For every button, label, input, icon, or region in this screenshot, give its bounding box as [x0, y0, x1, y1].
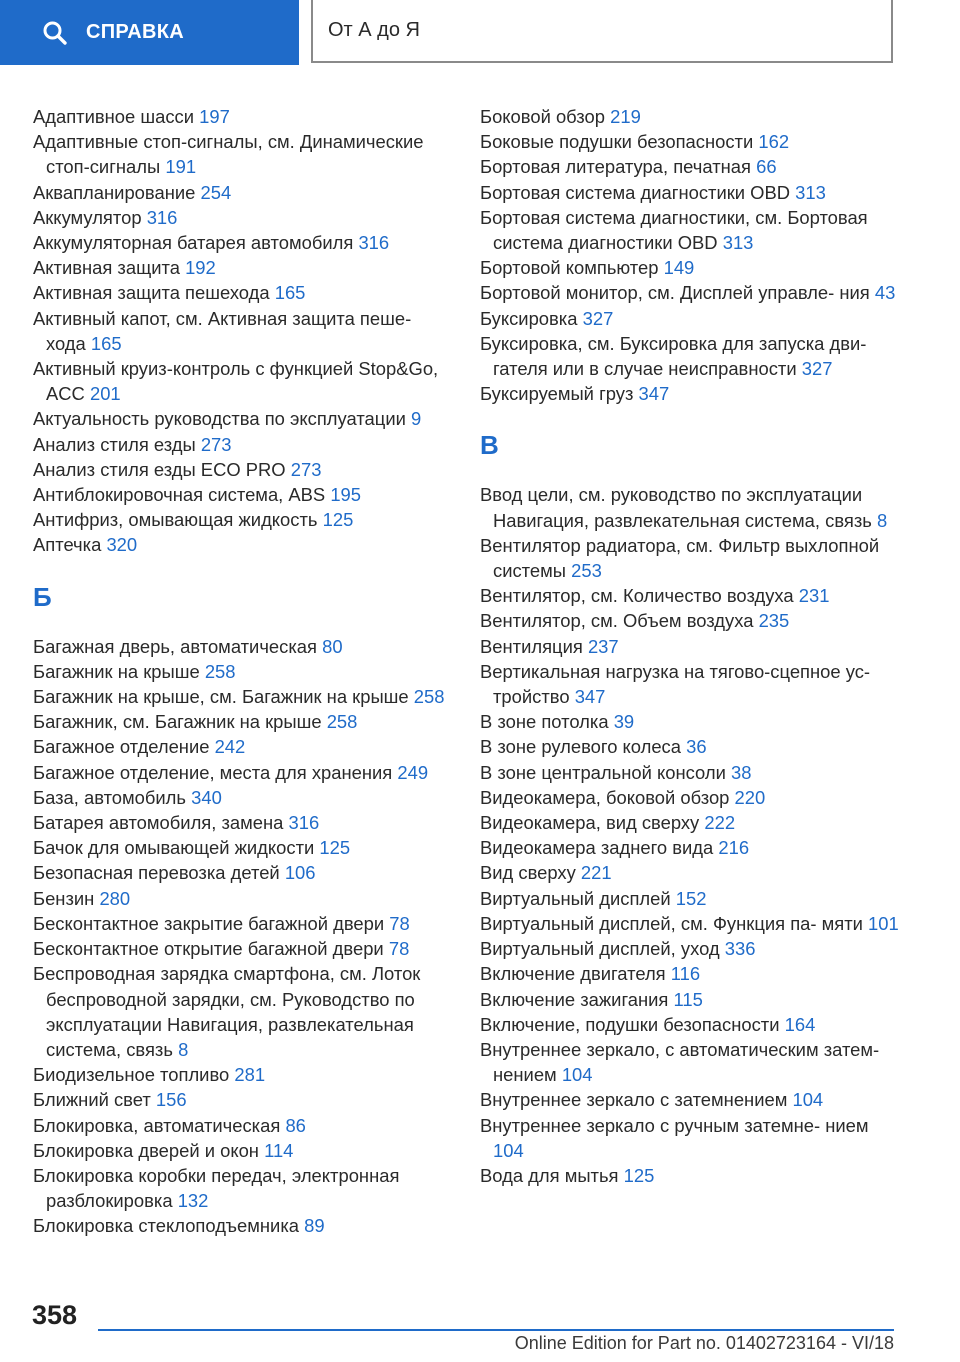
index-entry	[480, 533, 900, 583]
index-entry-term: Блокировка, автоматическая	[33, 1114, 281, 1136]
page-reference-link[interactable]: 313	[722, 232, 754, 254]
page-reference-link[interactable]: 38	[730, 761, 752, 783]
page-reference-link[interactable]: 273	[200, 433, 232, 455]
index-entry-term: Антифриз, омывающая жидкость	[33, 509, 318, 531]
index-entry	[480, 1037, 900, 1087]
index-entry	[480, 381, 900, 406]
page-reference-link[interactable]: 191	[165, 156, 197, 178]
index-entry	[480, 886, 900, 911]
page-reference-link[interactable]: 116	[670, 963, 701, 985]
page-reference-link[interactable]: 235	[758, 610, 790, 632]
index-entry	[33, 432, 453, 457]
index-entry-term: Виртуальный дисплей, уход	[480, 938, 720, 960]
page-reference-link[interactable]: 242	[214, 736, 246, 758]
index-entry	[33, 1213, 453, 1238]
index-entry-term: Батарея автомобиля, замена	[33, 812, 284, 834]
index-column-left	[33, 104, 453, 1239]
edition-text: Online Edition for Part no. 01402723164 - VI/18	[514, 1333, 894, 1353]
index-entry	[480, 709, 900, 734]
page-reference-link[interactable]: 273	[290, 458, 322, 480]
page-reference-link[interactable]: 216	[718, 837, 750, 859]
index-entry-term: Внутреннее зеркало с ручным затемне- нием	[480, 1114, 869, 1136]
index-entry-term: В зоне рулевого колеса	[480, 736, 681, 758]
page-reference-link[interactable]: 347	[638, 383, 670, 405]
page-reference-link[interactable]: 316	[146, 206, 178, 228]
index-entry	[480, 154, 900, 179]
page-reference-link[interactable]: 125	[322, 509, 354, 531]
index-entry-term: Видеокамера, вид сверху	[480, 812, 700, 834]
index-entry	[33, 129, 453, 179]
index-entry	[33, 356, 453, 406]
page-reference-link[interactable]: 80	[322, 635, 343, 657]
page-reference-link[interactable]: 36	[686, 736, 707, 758]
index-entry	[480, 104, 900, 129]
page-reference-link[interactable]: 327	[582, 307, 614, 329]
index-entry	[33, 961, 453, 1062]
index-entry-term: Бачок для омывающей жидкости	[33, 837, 315, 859]
page-reference-link[interactable]: 327	[801, 358, 833, 380]
index-entry	[33, 1163, 453, 1213]
page-reference-link[interactable]: 320	[106, 534, 138, 556]
page-reference-link[interactable]: 104	[561, 1064, 593, 1086]
index-entry-term: Ближний свет	[33, 1089, 151, 1111]
index-entry	[480, 482, 900, 532]
index-entry-term: Анализ стиля езды	[33, 433, 196, 455]
section-tab-label: От А до Я	[328, 19, 420, 41]
index-entry-term: Вентилятор, см. Количество воздуха	[480, 585, 794, 607]
index-entry-term: Внутреннее зеркало с затемнением	[480, 1089, 788, 1111]
page-reference-link[interactable]: 43	[874, 282, 896, 304]
index-entry	[480, 129, 900, 154]
index-entry	[480, 1113, 900, 1163]
index-entry-term: Адаптивное шасси	[33, 106, 195, 127]
index-entry-term: Видеокамера заднего вида	[480, 837, 714, 859]
index-entry-term: Багажник на крыше, см. Багажник на крыше	[33, 686, 409, 708]
page-reference-link[interactable]: 258	[326, 711, 358, 733]
index-entry-term: Адаптивные стоп-сигналы, см. Динамические стоп-сигналы	[33, 131, 424, 178]
page-reference-link[interactable]: 39	[613, 711, 635, 733]
page-reference-link[interactable]: 221	[580, 862, 612, 884]
index-entry-term: В зоне потолка	[480, 711, 609, 733]
page-reference-link[interactable]: 195	[330, 484, 361, 506]
index-entry	[33, 886, 453, 911]
index-entry-term: Бензин	[33, 887, 95, 909]
index-entry	[480, 1163, 900, 1188]
index-entry	[33, 280, 453, 305]
index-entry	[480, 608, 900, 633]
index-entry-term: Багажное отделение, места для хранения	[33, 761, 393, 783]
index-entry	[33, 482, 453, 507]
page-reference-link[interactable]: 115	[673, 988, 703, 1010]
index-entry	[33, 104, 453, 129]
index-entry	[33, 634, 453, 659]
page-reference-link[interactable]: 125	[623, 1164, 655, 1186]
page-reference-link[interactable]: 162	[758, 131, 790, 153]
page-reference-link[interactable]: 237	[587, 635, 619, 657]
page-reference-link[interactable]: 106	[284, 862, 316, 884]
page-reference-link[interactable]: 219	[610, 106, 641, 127]
index-entry	[480, 785, 900, 810]
index-entry-term: В зоне центральной консоли	[480, 761, 726, 783]
index-entry-term: Бортовая литература, печатная	[480, 156, 751, 178]
index-entry	[480, 634, 900, 659]
index-entry-term: Блокировка стеклоподъемника	[33, 1215, 299, 1237]
index-entry-term: Вертикальная нагрузка на тягово-сцепное ус- тройство	[480, 660, 871, 708]
page-reference-link[interactable]: 201	[89, 383, 121, 405]
page-reference-link[interactable]: 316	[358, 232, 390, 254]
page-reference-link[interactable]: 66	[756, 156, 777, 178]
index-entry-term: Бортовая система диагностики OBD	[480, 181, 791, 203]
index-entry-term: Бортовая система диагностики, см. Бортовая система диагностики OBD	[480, 206, 868, 254]
page-reference-link[interactable]: 125	[319, 837, 351, 859]
index-entry	[33, 306, 453, 356]
page-reference-link[interactable]: 340	[191, 786, 222, 808]
index-entry	[480, 280, 900, 305]
page-header	[0, 0, 960, 66]
page-reference-link[interactable]: 192	[185, 257, 216, 279]
index-entry	[480, 835, 900, 860]
index-entry-term: Багажник, см. Багажник на крыше	[33, 711, 322, 733]
index-entry	[480, 936, 900, 961]
index-entry	[480, 911, 900, 936]
index-entry-term: Активная защита пешехода	[33, 282, 270, 304]
index-entry	[33, 1087, 453, 1112]
page-reference-link[interactable]: 132	[177, 1190, 209, 1212]
index-entry	[33, 860, 453, 885]
index-entry-term: Беспроводная зарядка смартфона, см. Лоток беспроводной зарядки, см. Руководство по эксплуатации Навигация, развлекательная система, связь	[33, 963, 421, 1060]
page-reference-link[interactable]: 8	[876, 509, 888, 531]
page-reference-link[interactable]: 104	[792, 1089, 824, 1111]
page-reference-link[interactable]: 253	[571, 560, 602, 582]
index-entry	[33, 205, 453, 230]
index-entry-term: Аптечка	[33, 534, 102, 556]
index-entry	[480, 306, 900, 331]
page-reference-link[interactable]: 164	[784, 1013, 816, 1035]
page-reference-link[interactable]: 101	[868, 912, 899, 934]
page-reference-link[interactable]: 231	[798, 585, 830, 607]
index-entry-term: Вентилятор, см. Объем воздуха	[480, 610, 754, 632]
index-entry	[33, 457, 453, 482]
page-reference-link[interactable]: 156	[155, 1089, 187, 1111]
page-reference-link[interactable]: 258	[413, 686, 445, 708]
index-entry	[33, 734, 453, 759]
index-entry-term: Вид сверху	[480, 862, 576, 884]
page-reference-link[interactable]: 89	[304, 1215, 325, 1237]
index-entry-term: Активный капот, см. Активная защита пеше- хода	[33, 307, 412, 354]
index-entry	[480, 659, 900, 709]
index-entry	[480, 331, 900, 381]
index-entry	[480, 961, 900, 986]
index-entry-term: Биодизельное топливо	[33, 1064, 230, 1086]
page-reference-link[interactable]: 114	[264, 1139, 294, 1161]
index-entry	[33, 659, 453, 684]
index-entry-term: Безопасная перевозка детей	[33, 862, 280, 884]
index-entry-term: Аккумуляторная батарея автомобиля	[33, 232, 354, 254]
page-reference-link[interactable]: 316	[288, 812, 320, 834]
page-reference-link[interactable]: 197	[199, 106, 230, 127]
page-reference-link[interactable]: 165	[90, 332, 122, 354]
index-entry	[480, 205, 900, 255]
index-entry	[33, 1138, 453, 1163]
index-entry	[33, 406, 453, 431]
help-tab[interactable]	[0, 0, 299, 65]
index-entry-term: Включение зажигания	[480, 988, 669, 1010]
index-entry-term: Видеокамера, боковой обзор	[480, 786, 730, 808]
index-entry	[480, 860, 900, 885]
index-entry	[480, 1012, 900, 1037]
index-entry-term: Боковой обзор	[480, 106, 605, 127]
index-entry-term: Буксировка	[480, 307, 578, 329]
index-entry-term: Буксировка, см. Буксировка для запуска дви- гателя или в случае неисправности	[480, 332, 867, 380]
index-entry	[33, 709, 453, 734]
page-number: 358	[32, 1300, 78, 1330]
page-reference-link[interactable]: 249	[397, 761, 429, 783]
page-reference-link[interactable]: 280	[99, 887, 131, 909]
index-entry	[33, 835, 453, 860]
index-entry-term: Вода для мытья	[480, 1164, 619, 1186]
search-icon	[42, 20, 68, 46]
help-tab-label: СПРАВКА	[86, 21, 185, 43]
index-entry	[33, 255, 453, 280]
index-entry	[33, 911, 453, 936]
index-entry	[33, 507, 453, 532]
index-entry	[33, 1113, 453, 1138]
index-entry-term: Бесконтактное открытие багажной двери	[33, 938, 384, 960]
index-entry	[480, 810, 900, 835]
page-reference-link[interactable]: 281	[234, 1064, 266, 1086]
index-entry-term: Ввод цели, см. руководство по эксплуатации Навигация, развлекательная система, связь	[480, 484, 872, 531]
page-reference-link[interactable]: 258	[204, 660, 236, 682]
index-entry-term: Вентиляция	[480, 635, 583, 657]
index-entry-term: Бесконтактное закрытие багажной двери	[33, 912, 385, 934]
index-entry-term: Бортовой монитор, см. Дисплей управле- ния	[480, 282, 870, 304]
index-entry-term: Виртуальный дисплей	[480, 887, 671, 909]
page-reference-link[interactable]: 104	[493, 1139, 524, 1161]
index-entry-term: Виртуальный дисплей, см. Функция па- мяти	[480, 912, 863, 934]
index-entry	[480, 987, 900, 1012]
index-entry	[33, 230, 453, 255]
index-entry-term: Актуальность руководства по эксплуатации	[33, 408, 406, 430]
index-entry	[33, 810, 453, 835]
index-entry-term: Буксируемый груз	[480, 383, 634, 405]
index-entry-term: Бортовой компьютер	[480, 257, 659, 279]
index-entry	[33, 684, 453, 709]
index-entry-term: Включение, подушки безопасности	[480, 1013, 780, 1035]
index-entry-term: Включение двигателя	[480, 963, 666, 985]
index-entry	[480, 1087, 900, 1112]
index-entry-term: Блокировка дверей и окон	[33, 1139, 259, 1161]
index-entry-term: Антиблокировочная система, ABS	[33, 484, 326, 506]
footer-divider	[98, 1329, 894, 1331]
index-entry-term: Вентилятор радиатора, см. Фильтр выхлопной системы	[480, 534, 880, 582]
section-tab[interactable]	[311, 0, 893, 63]
page-reference-link[interactable]: 222	[704, 812, 736, 834]
page-reference-link[interactable]: 149	[663, 257, 695, 279]
index-entry-term: Аккумулятор	[33, 206, 142, 228]
index-entry	[480, 583, 900, 608]
page-reference-link[interactable]: 347	[574, 686, 606, 708]
index-entry-term: Внутреннее зеркало, с автоматическим затем- нением	[480, 1038, 880, 1086]
section-letter: В	[480, 430, 499, 461]
index-entry-term: Боковые подушки безопасности	[480, 131, 754, 153]
index-entry-term: Багажное отделение	[33, 736, 210, 758]
index-entry-term: Багажная дверь, автоматическая	[33, 635, 317, 657]
index-entry	[480, 734, 900, 759]
index-entry	[480, 255, 900, 280]
section-letter: Б	[33, 581, 52, 612]
page-reference-link[interactable]: 86	[285, 1114, 306, 1136]
index-entry	[33, 180, 453, 205]
index-entry	[480, 180, 900, 205]
index-entry-term: Багажник на крыше	[33, 660, 200, 682]
index-entry-term: Блокировка коробки передач, электронная разблокировка	[33, 1164, 400, 1212]
index-entry	[33, 760, 453, 785]
page-reference-link[interactable]: 220	[734, 786, 766, 808]
index-column-right	[480, 104, 900, 1188]
index-entry-term: База, автомобиль	[33, 786, 186, 808]
index-entry-term: Анализ стиля езды ECO PRO	[33, 458, 286, 480]
page-reference-link[interactable]: 9	[410, 408, 422, 430]
index-entry-term: Активная защита	[33, 257, 180, 279]
index-entry-term: Активный круиз-контроль с функцией Stop&Go, ACC	[33, 358, 439, 405]
page-reference-link[interactable]: 152	[675, 887, 707, 909]
index-entry	[33, 532, 453, 557]
page-reference-link[interactable]: 165	[274, 282, 306, 304]
page-reference-link[interactable]: 313	[795, 181, 826, 203]
index-entry-term: Аквапланирование	[33, 181, 196, 203]
index-entry	[33, 1062, 453, 1087]
page-reference-link[interactable]: 8	[178, 1038, 189, 1060]
index-entry	[33, 785, 453, 810]
page-reference-link[interactable]: 78	[389, 912, 410, 934]
page-reference-link[interactable]: 336	[724, 938, 756, 960]
page-reference-link[interactable]: 78	[388, 938, 410, 960]
index-entry	[480, 760, 900, 785]
page-reference-link[interactable]: 254	[200, 181, 232, 203]
index-entry	[33, 936, 453, 961]
